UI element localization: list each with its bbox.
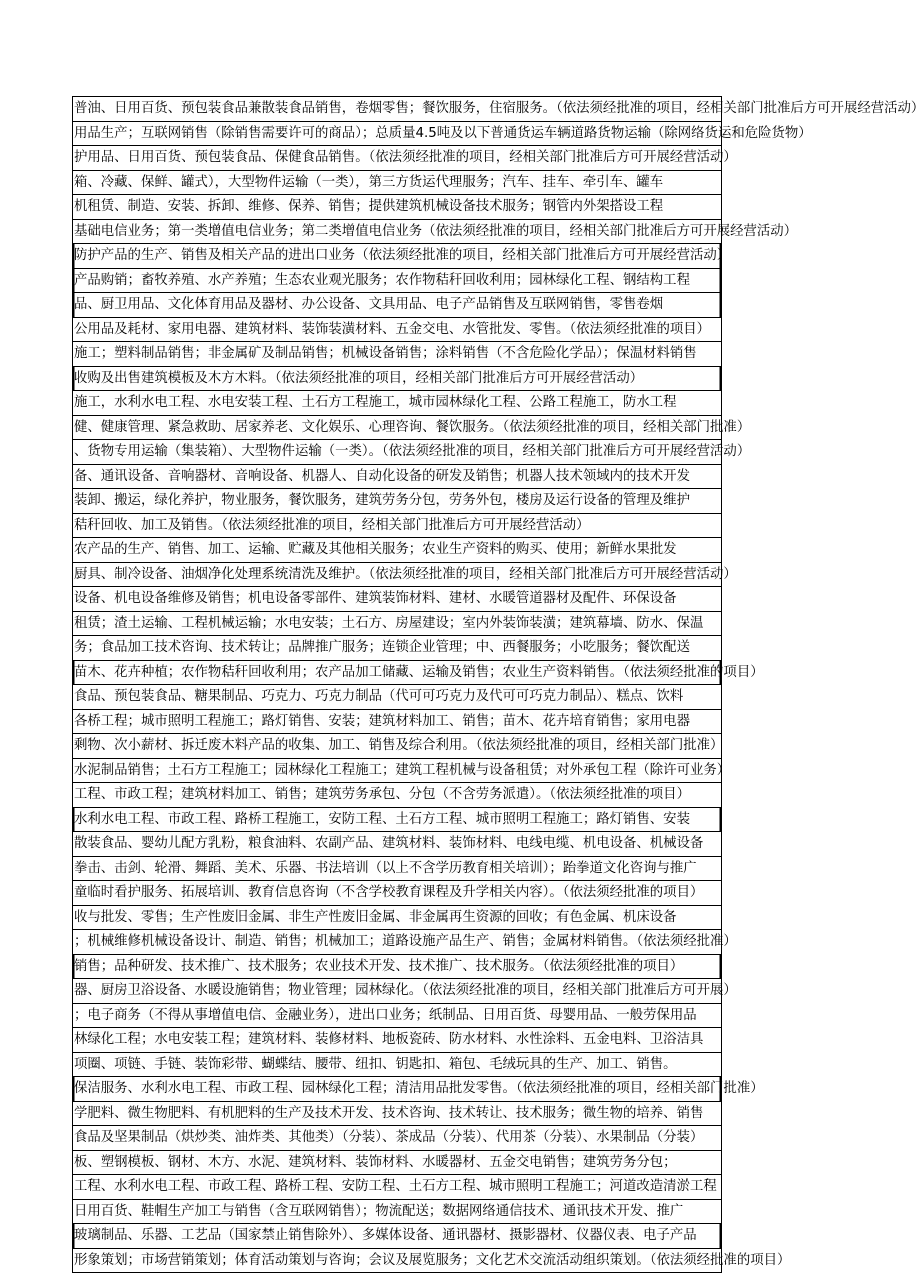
table-row: 日用百货、鞋帽生产加工与销售（含互联网销售）；物流配送；数据网络通信技术、通讯技术开发、推广 <box>73 1200 721 1225</box>
table-row: 机租赁、制造、安装、拆卸、维修、保养、销售；提供建筑机械设备技术服务；钢管内外架搭设工程 <box>73 195 721 220</box>
table-row: 收与批发、零售；生产性废旧金属、非生产性废旧金属、非金属再生资源的回收；有色金属、机床设备 <box>73 906 721 931</box>
table-row: 用品生产；互联网销售（除销售需要许可的商品）；总质量4.5吨及以下普通货运车辆道路货物运输（除网络货运和危险货物） <box>73 122 721 147</box>
table-row: 产品购销；畜牧养殖、水产养殖；生态农业观光服务；农作物秸秆回收利用；园林绿化工程、钢结构工程 <box>73 269 721 294</box>
table-row: 各桥工程；城市照明工程施工；路灯销售、安装；建筑材料加工、销售；苗木、花卉培育销售；家用电器 <box>73 710 721 735</box>
table-row: 装卸、搬运，绿化养护，物业服务，餐饮服务，建筑劳务分包，劳务外包，楼房及运行设备的管理及维护 <box>73 489 721 514</box>
table-row: 水利水电工程、市政工程、路桥工程施工，安防工程、土石方工程、城市照明工程施工；路灯销售、安装 <box>73 808 721 833</box>
table-row: 秸秆回收、加工及销售。（依法须经批准的项目，经相关部门批准后方可开展经营活动） <box>73 514 721 539</box>
table-row: 公用品及耗材、家用电器、建筑材料、装饰装潢材料、五金交电、水管批发、零售。（依法须经批准的项目） <box>73 318 721 343</box>
table-row: 厨具、制冷设备、油烟净化处理系统清洗及维护。（依法须经批准的项目，经相关部门批准后方可开展经营活动） <box>73 563 721 588</box>
table-row: 工程、市政工程；建筑材料加工、销售；建筑劳务承包、分包（不含劳务派遣）。（依法须经批准的项目） <box>73 783 721 808</box>
table-row: 器、厨房卫浴设备、水暖设施销售；物业管理；园林绿化。（依法须经批准的项目，经相关部门批准后方可开展） <box>73 979 721 1004</box>
table-row: 项圈、项链、手链、装饰彩带、蝴蝶结、腰带、纽扣、钥匙扣、箱包、毛绒玩具的生产、加工、销售。 <box>73 1053 721 1078</box>
table-row: 普油、日用百货、预包装食品兼散装食品销售，卷烟零售；餐饮服务，住宿服务。（依法须经批准的项目，经相关部门批准后方可开展经营活动） <box>73 97 721 122</box>
table-row: 苗木、花卉种植；农作物秸秆回收利用；农产品加工储藏、运输及销售；农业生产资料销售。（依法须经批准的项目） <box>73 661 721 686</box>
table-row: 剩物、次小薪材、拆迁废木料产品的收集、加工、销售及综合利用。（依法须经批准的项目，经相关部门批准） <box>73 734 721 759</box>
table-row: 箱、冷藏、保鲜、罐式），大型物件运输（一类），第三方货运代理服务；汽车、挂车、牵引车、罐车 <box>73 171 721 196</box>
table-row: 形象策划；市场营销策划；体育活动策划与咨询；会议及展览服务；文化艺术交流活动组织策划。（依法须经批准的项目） <box>73 1249 721 1273</box>
table-row: 收购及出售建筑模板及木方木料。（依法须经批准的项目，经相关部门批准后方可开展经营活动） <box>73 367 721 392</box>
table-row: 销售；品种研发、技术推广、技术服务；农业技术开发、技术推广、技术服务。（依法须经批准的项目） <box>73 955 721 980</box>
table-row: 食品、预包装食品、糖果制品、巧克力、巧克力制品（代可可巧克力及代可可巧克力制品）、糕点、饮料 <box>73 685 721 710</box>
table-row: 学肥料、微生物肥料、有机肥料的生产及技术开发、技术咨询、技术转让、技术服务；微生物的培养、销售 <box>73 1102 721 1127</box>
table-row: 健、健康管理、紧急救助、居家养老、文化娱乐、心理咨询、餐饮服务。（依法须经批准的项目，经相关部门批准） <box>73 416 721 441</box>
table-row: 设备、机电设备维修及销售；机电设备零部件、建筑装饰材料、建材、水暖管道器材及配件、环保设备 <box>73 587 721 612</box>
table-row: 、货物专用运输（集装箱）、大型物件运输（一类）。（依法须经批准的项目，经相关部门批准后方可开展经营活动） <box>73 440 721 465</box>
table-row: 品、厨卫用品、文化体育用品及器材、办公设备、文具用品、电子产品销售及互联网销售，零售卷烟 <box>73 293 721 318</box>
table-row: 备、通讯设备、音响器材、音响设备、机器人、自动化设备的研发及销售；机器人技术领域内的技术开发 <box>73 465 721 490</box>
table-row: 拳击、击剑、轮滑、舞蹈、美术、乐器、书法培训（以上不含学历教育相关培训）；跆拳道文化咨询与推广 <box>73 857 721 882</box>
table-row: 水泥制品销售；土石方工程施工；园林绿化工程施工；建筑工程机械与设备租赁；对外承包工程（除许可业务） <box>73 759 721 784</box>
table-row: 护用品、日用百货、预包装食品、保健食品销售。（依法须经批准的项目，经相关部门批准后方可开展经营活动） <box>73 146 721 171</box>
table-row: 务；食品加工技术咨询、技术转让；品牌推广服务；连锁企业管理；中、西餐服务；小吃服务；餐饮配送 <box>73 636 721 661</box>
table-row: 工程、水利水电工程、市政工程、路桥工程、安防工程、土石方工程、城市照明工程施工；河道改造清淤工程 <box>73 1175 721 1200</box>
table-row: 散装食品、婴幼儿配方乳粉，粮食油料、农副产品、建筑材料、装饰材料、电线电缆、机电设备、机械设备 <box>73 832 721 857</box>
table-row: 食品及坚果制品（烘炒类、油炸类、其他类）（分装）、茶成品（分装）、代用茶（分装）、水果制品（分装） <box>73 1126 721 1151</box>
table-row: 板、塑钢模板、钢材、木方、水泥、建筑材料、装饰材料、水暖器材、五金交电销售；建筑劳务分包； <box>73 1151 721 1176</box>
table-row: 施工，水利水电工程、水电安装工程、土石方工程施工，城市园林绿化工程、公路工程施工，防水工程 <box>73 391 721 416</box>
table-row: 施工；塑料制品销售；非金属矿及制品销售；机械设备销售；涂料销售（不含危险化学品）；保温材料销售 <box>73 342 721 367</box>
table-row: 基础电信业务；第一类增值电信业务；第二类增值电信业务（依法须经批准的项目，经相关部门批准后方可开展经营活动） <box>73 220 721 245</box>
table-row: ；机械维修机械设备设计、制造、销售；机械加工；道路设施产品生产、销售；金属材料销售。（依法须经批准） <box>73 930 721 955</box>
table-row: 林绿化工程；水电安装工程；建筑材料、装修材料、地板瓷砖、防水材料、水性涂料、五金电料、卫浴洁具 <box>73 1028 721 1053</box>
table-row: 租赁；渣土运输、工程机械运输；水电安装；土石方、房屋建设；室内外装饰装潢；建筑幕墙、防水、保温 <box>73 612 721 637</box>
table-row: ；电子商务（不得从事增值电信、金融业务），进出口业务；纸制品、日用百货、母婴用品、一般劳保用品 <box>73 1004 721 1029</box>
table-row: 农产品的生产、销售、加工、运输、贮藏及其他相关服务；农业生产资料的购买、使用；新鲜水果批发 <box>73 538 721 563</box>
table-row: 防护产品的生产、销售及相关产品的进出口业务（依法须经批准的项目，经相关部门批准后方可开展经营活动） <box>73 244 721 269</box>
business-scope-table <box>72 96 722 1273</box>
table-row: 玻璃制品、乐器、工艺品（国家禁止销售除外）、多媒体设备、通讯器材、摄影器材、仪器仪表、电子产品 <box>73 1224 721 1249</box>
table-row: 童临时看护服务、拓展培训、教育信息咨询（不含学校教育课程及升学相关内容）。（依法须经批准的项目） <box>73 881 721 906</box>
table-row: 保洁服务、水利水电工程、市政工程、园林绿化工程；清洁用品批发零售。（依法须经批准的项目，经相关部门批准） <box>73 1077 721 1102</box>
